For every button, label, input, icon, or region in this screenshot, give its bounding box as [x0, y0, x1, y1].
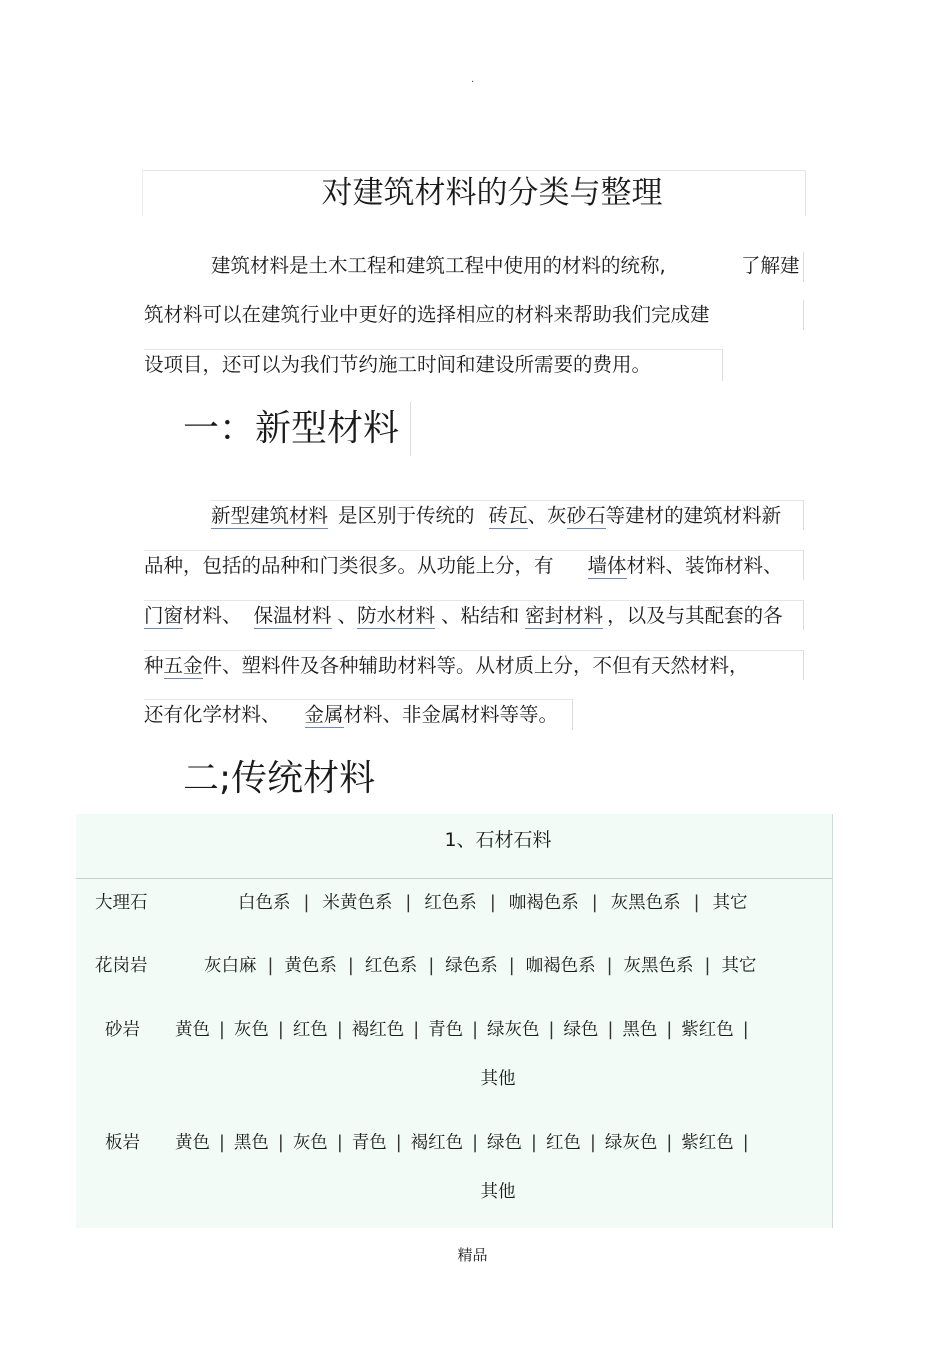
line-rule — [144, 650, 804, 651]
color-option: 其它 — [721, 956, 757, 976]
section-heading-new-materials: 一：新型材料 — [183, 408, 400, 449]
line-rule — [144, 550, 804, 551]
separator: | — [472, 1133, 479, 1153]
row-items — [204, 954, 756, 978]
margin-bar — [572, 699, 573, 730]
separator: | — [589, 1133, 596, 1153]
link-sealing[interactable]: 密封材料 — [525, 604, 604, 627]
section-heading-traditional-materials: 二;传统材料 — [183, 758, 376, 799]
margin-bar — [410, 402, 411, 456]
color-option: 红色系 — [364, 956, 418, 976]
margin-bar — [803, 300, 804, 330]
row-label: 砂岩 — [105, 1020, 140, 1040]
color-option: 绿色 — [563, 1020, 599, 1040]
color-option: 绿色 — [487, 1133, 523, 1153]
separator: | — [219, 1020, 225, 1040]
link-new-building-materials[interactable]: 新型建筑材料 — [211, 504, 329, 527]
color-option: 其它 — [712, 893, 748, 913]
separator: | — [742, 1020, 749, 1040]
table-title: 1、石材石料 — [444, 829, 552, 851]
text: 材料、装饰材料、 — [626, 554, 783, 577]
link-hardware[interactable]: 五金 — [163, 654, 203, 677]
link-brick-tile[interactable]: 砖瓦 — [488, 504, 528, 527]
color-option: 黄色 — [175, 1020, 210, 1040]
separator: | — [347, 956, 354, 976]
row-items — [175, 1131, 758, 1155]
separator: | — [666, 1020, 673, 1040]
separator: | — [704, 956, 711, 976]
row-continuation: 其他 — [480, 1069, 516, 1089]
color-option: 黑色 — [233, 1133, 269, 1153]
color-option: 灰色 — [233, 1020, 269, 1040]
text: 件、塑料件及各种辅助材料等。从材质上分，不但有天然材料， — [202, 654, 749, 677]
text: 、 — [337, 604, 358, 627]
row-label: 大理石 — [95, 893, 148, 913]
margin-bar — [803, 650, 804, 680]
color-option: 紫红色 — [681, 1020, 734, 1040]
color-option: 褐红色 — [351, 1020, 405, 1040]
table-divider — [76, 878, 832, 879]
color-option: 红色 — [292, 1020, 328, 1040]
color-option: 灰白麻 — [204, 956, 257, 976]
row-label: 板岩 — [105, 1133, 140, 1153]
text: 种 — [144, 654, 164, 677]
separator: | — [219, 1133, 225, 1153]
separator: | — [472, 1020, 479, 1040]
separator: | — [336, 1020, 343, 1040]
new-materials-line-5 — [144, 702, 558, 728]
color-option: 灰色 — [292, 1133, 328, 1153]
color-option: 灰黑色系 — [610, 893, 681, 913]
text: 还有化学材料、 — [144, 703, 281, 726]
color-option: 红色 — [545, 1133, 581, 1153]
separator: | — [413, 1020, 420, 1040]
page-title: 对建筑材料的分类与整理 — [321, 175, 663, 211]
text: ，以及与其配套的各 — [607, 604, 783, 627]
color-option: 黑色 — [622, 1020, 658, 1040]
link-sand-stone[interactable]: 砂石 — [566, 504, 606, 527]
separator: | — [607, 1020, 614, 1040]
color-option: 绿灰色 — [604, 1133, 658, 1153]
separator: | — [742, 1133, 749, 1153]
link-metal[interactable]: 金属 — [304, 703, 344, 726]
color-option: 米黄色系 — [322, 893, 393, 913]
link-waterproof[interactable]: 防水材料 — [357, 604, 436, 627]
separator: | — [508, 956, 515, 976]
page-footer: 精品 — [457, 1246, 488, 1264]
color-option: 青色 — [428, 1020, 464, 1040]
margin-bar — [803, 550, 804, 580]
text: 材料、非金属材料等等。 — [343, 703, 559, 726]
new-materials-line-3 — [144, 603, 783, 629]
color-option: 紫红色 — [681, 1133, 734, 1153]
new-materials-line-1 — [211, 503, 781, 529]
margin-bar — [803, 252, 804, 282]
separator: | — [277, 1020, 284, 1040]
margin-bar — [803, 600, 804, 630]
link-wall[interactable]: 墙体 — [587, 554, 627, 577]
color-option: 青色 — [351, 1133, 387, 1153]
color-option: 黄色 — [175, 1133, 210, 1153]
separator: | — [303, 893, 310, 913]
separator: | — [666, 1133, 673, 1153]
separator: | — [693, 893, 700, 913]
color-option: 红色系 — [424, 893, 477, 913]
separator: | — [489, 893, 496, 913]
row-continuation: 其他 — [480, 1182, 516, 1202]
separator: | — [548, 1020, 555, 1040]
color-option: 绿灰色 — [487, 1020, 540, 1040]
text: 、粘结和 — [441, 604, 520, 627]
separator: | — [428, 956, 435, 976]
separator: | — [531, 1133, 537, 1153]
row-label: 花岗岩 — [95, 956, 148, 976]
color-option: 黄色系 — [284, 956, 337, 976]
color-option: 褐红色 — [410, 1133, 464, 1153]
line-rule — [144, 600, 804, 601]
separator: | — [405, 893, 412, 913]
new-materials-line-2 — [144, 553, 783, 579]
text: 等建材的建筑材料新 — [605, 504, 782, 527]
color-option: 咖褐色系 — [525, 956, 596, 976]
row-items — [175, 1018, 758, 1042]
separator: | — [395, 1133, 402, 1153]
intro-line-2: 筑材料可以在建筑行业中更好的选择相应的材料来帮助我们完成建 — [144, 303, 710, 326]
intro-line-1b: 了解建 — [741, 254, 800, 277]
intro-line-1a: 建筑材料是土木工程和建筑工程中使用的材料的统称, — [211, 254, 666, 277]
text: 材料、 — [183, 604, 242, 627]
separator: | — [267, 956, 274, 976]
separator: | — [277, 1133, 284, 1153]
new-materials-line-4 — [144, 653, 749, 679]
line-rule — [144, 699, 572, 700]
color-option: 咖褐色系 — [508, 893, 579, 913]
text: 品种，包括的品种和门类很多。从功能上分，有 — [144, 554, 554, 577]
line-rule — [210, 500, 804, 501]
row-items — [238, 891, 748, 915]
link-insulation[interactable]: 保温材料 — [253, 604, 332, 627]
intro-line-3: 设项目，还可以为我们节约施工时间和建设所需要的费用。 — [144, 353, 652, 376]
color-option: 绿色系 — [445, 956, 498, 976]
color-option: 灰黑色系 — [623, 956, 694, 976]
margin-bar — [722, 349, 723, 381]
text: 是区别于传统的 — [338, 504, 475, 527]
separator: | — [591, 893, 598, 913]
line-rule — [144, 349, 722, 350]
link-doors-windows[interactable]: 门窗 — [144, 604, 184, 627]
header-mark: . — [471, 74, 475, 85]
color-option: 白色系 — [238, 893, 291, 913]
separator: | — [606, 956, 613, 976]
text: 、灰 — [527, 504, 567, 527]
separator: | — [336, 1133, 343, 1153]
margin-bar — [803, 500, 804, 530]
